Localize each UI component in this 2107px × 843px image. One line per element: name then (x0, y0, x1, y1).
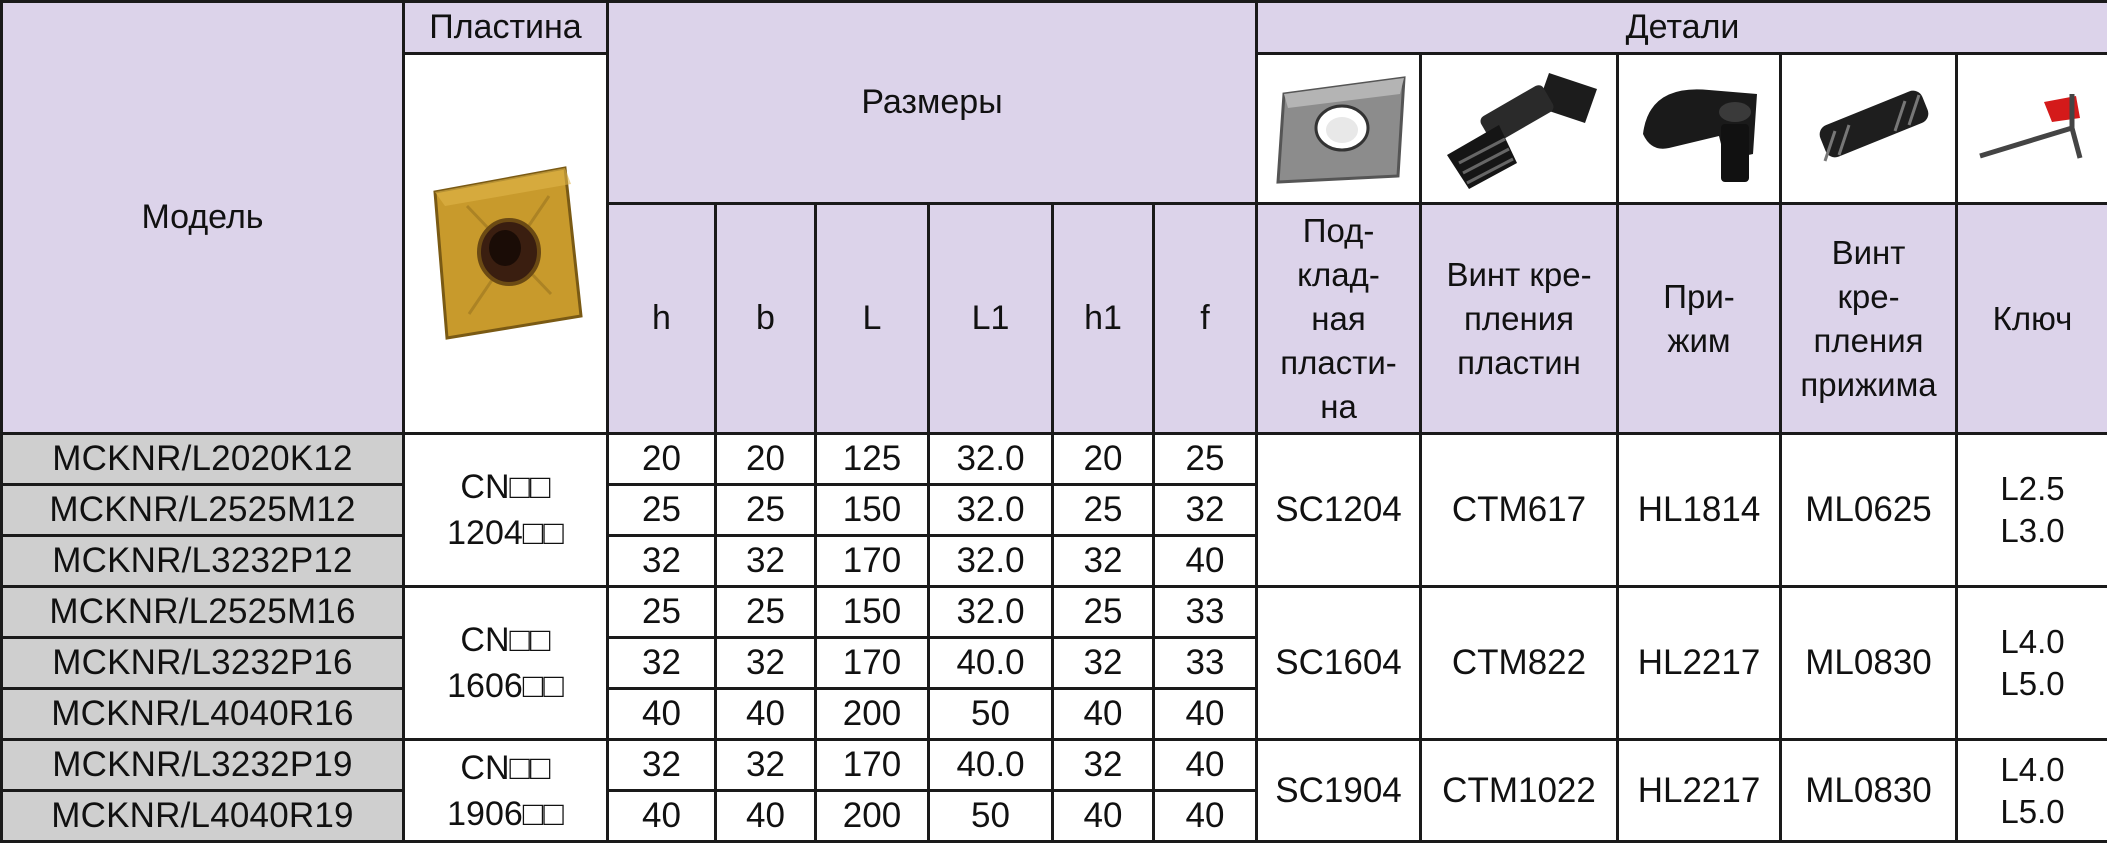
key-line: L4.0 (1958, 749, 2107, 791)
dim-L1: 50 (929, 689, 1053, 740)
clamp-icon (1629, 64, 1769, 194)
dim-L1: 50 (929, 791, 1053, 842)
key-cell (1957, 740, 2107, 842)
dim-f: 25 (1154, 434, 1257, 485)
insert-code-line: CN□□ (405, 745, 606, 791)
shim-header-line: ная (1258, 297, 1419, 341)
shim-header (1257, 204, 1421, 434)
dim-header-b: b (716, 204, 816, 434)
table-row (2, 434, 2107, 485)
dim-f: 33 (1154, 638, 1257, 689)
clamp-screw-cell: ML0625 (1781, 434, 1957, 587)
clamp-cell: HL2217 (1618, 740, 1781, 842)
insert-code-line: CN□□ (405, 464, 606, 510)
dim-b: 32 (716, 638, 816, 689)
key-line: L3.0 (1958, 510, 2107, 552)
key-cell (1957, 434, 2107, 587)
key-line: L2.5 (1958, 468, 2107, 510)
insert-screw-header-line: Винт кре- (1422, 253, 1616, 297)
clamp-image (1618, 54, 1781, 204)
clamp-header-line: При- (1619, 275, 1779, 319)
dim-b: 32 (716, 740, 816, 791)
clamp-header-line: жим (1619, 319, 1779, 363)
dim-f: 40 (1154, 740, 1257, 791)
dim-L: 150 (816, 587, 929, 638)
dim-L: 150 (816, 485, 929, 536)
shim-header-line: пласти- (1258, 341, 1419, 385)
model-header: Модель (2, 2, 404, 434)
shim-cell: SC1904 (1257, 740, 1421, 842)
dim-L1: 32.0 (929, 587, 1053, 638)
dim-b: 25 (716, 485, 816, 536)
dim-L: 200 (816, 689, 929, 740)
dim-b: 40 (716, 791, 816, 842)
shim-header-line: на (1258, 385, 1419, 429)
shim-header-line: клад- (1258, 253, 1419, 297)
dim-header-L: L (816, 204, 929, 434)
dim-h1: 32 (1053, 536, 1154, 587)
insert-screw-header-line: пления (1422, 297, 1616, 341)
model-cell: MCKNR/L2020K12 (2, 434, 404, 485)
dim-L1: 40.0 (929, 740, 1053, 791)
insert-screw-cell: CTM822 (1421, 587, 1618, 740)
model-cell: MCKNR/L2525M16 (2, 587, 404, 638)
dim-header-h1: h1 (1053, 204, 1154, 434)
shim-header-line: Под- (1258, 209, 1419, 253)
dim-h1: 25 (1053, 587, 1154, 638)
insert-code-cell (404, 587, 608, 740)
dim-f: 33 (1154, 587, 1257, 638)
table-body (2, 2, 2107, 842)
dim-b: 32 (716, 536, 816, 587)
clamp-screw-header (1781, 204, 1957, 434)
clamp-screw-header-line: кре- (1782, 275, 1955, 319)
insert-code-line: CN□□ (405, 617, 606, 663)
dim-f: 40 (1154, 689, 1257, 740)
dim-f: 32 (1154, 485, 1257, 536)
dim-f: 40 (1154, 536, 1257, 587)
clamp-cell: HL2217 (1618, 587, 1781, 740)
dim-h: 20 (608, 434, 716, 485)
insert-screw-icon (1429, 59, 1609, 199)
dim-h1: 20 (1053, 434, 1154, 485)
dim-header-h: h (608, 204, 716, 434)
dim-h: 32 (608, 740, 716, 791)
clamp-cell: HL1814 (1618, 434, 1781, 587)
model-cell: MCKNR/L3232P12 (2, 536, 404, 587)
insert-image (404, 54, 608, 434)
hex-key-icon (1968, 74, 2098, 184)
dim-L: 170 (816, 740, 929, 791)
key-header (1957, 204, 2107, 434)
insert-screw-header (1421, 204, 1618, 434)
insert-header: Пластина (404, 2, 608, 54)
dim-L: 200 (816, 791, 929, 842)
clamp-header (1618, 204, 1781, 434)
dim-b: 20 (716, 434, 816, 485)
clamp-screw-header-line: прижима (1782, 363, 1955, 407)
clamp-screw-cell: ML0830 (1781, 587, 1957, 740)
dim-h1: 32 (1053, 740, 1154, 791)
table-row (2, 587, 2107, 638)
shim-plate-image (1257, 54, 1421, 204)
dim-L1: 32.0 (929, 434, 1053, 485)
dim-L: 170 (816, 536, 929, 587)
cnmg-insert-icon (421, 144, 591, 344)
details-header: Детали (1257, 2, 2107, 54)
dim-L: 170 (816, 638, 929, 689)
insert-screw-cell: CTM1022 (1421, 740, 1618, 842)
dim-h1: 40 (1053, 689, 1154, 740)
key-cell (1957, 587, 2107, 740)
model-cell: MCKNR/L4040R19 (2, 791, 404, 842)
dim-L: 125 (816, 434, 929, 485)
key-line: L4.0 (1958, 621, 2107, 663)
insert-code-line: 1906□□ (405, 791, 606, 837)
dim-L1: 32.0 (929, 536, 1053, 587)
key-line: L5.0 (1958, 791, 2107, 833)
dim-h: 32 (608, 638, 716, 689)
insert-screw-cell: CTM617 (1421, 434, 1618, 587)
shim-cell: SC1604 (1257, 587, 1421, 740)
model-cell: MCKNR/L2525M12 (2, 485, 404, 536)
insert-screw-image (1421, 54, 1618, 204)
clamp-screw-header-line: пления (1782, 319, 1955, 363)
dim-header-L1: L1 (929, 204, 1053, 434)
dim-h: 40 (608, 689, 716, 740)
insert-code-cell (404, 434, 608, 587)
dim-b: 25 (716, 587, 816, 638)
dim-f: 40 (1154, 791, 1257, 842)
insert-code-line: 1204□□ (405, 510, 606, 556)
dim-h: 25 (608, 587, 716, 638)
dim-h1: 32 (1053, 638, 1154, 689)
insert-screw-header-line: пластин (1422, 341, 1616, 385)
dim-b: 40 (716, 689, 816, 740)
model-cell: MCKNR/L3232P19 (2, 740, 404, 791)
dim-h: 32 (608, 536, 716, 587)
table-row (2, 740, 2107, 791)
clamp-screw-image (1781, 54, 1957, 204)
insert-code-line: 1606□□ (405, 663, 606, 709)
key-line: L5.0 (1958, 663, 2107, 705)
dim-h1: 25 (1053, 485, 1154, 536)
key-header-line: Ключ (1958, 297, 2107, 341)
dim-h: 25 (608, 485, 716, 536)
clamp-screw-header-line: Винт (1782, 231, 1955, 275)
shim-cell: SC1204 (1257, 434, 1421, 587)
model-cell: MCKNR/L3232P16 (2, 638, 404, 689)
hex-key-image (1957, 54, 2107, 204)
shim-plate-icon (1264, 64, 1414, 194)
clamp-screw-cell: ML0830 (1781, 740, 1957, 842)
header-row-1 (2, 2, 2107, 54)
clamp-screw-icon (1789, 69, 1949, 189)
dim-h: 40 (608, 791, 716, 842)
dim-L1: 40.0 (929, 638, 1053, 689)
model-cell: MCKNR/L4040R16 (2, 689, 404, 740)
dim-header-f: f (1154, 204, 1257, 434)
dim-L1: 32.0 (929, 485, 1053, 536)
dimensions-header: Размеры (608, 2, 1257, 204)
dim-h1: 40 (1053, 791, 1154, 842)
insert-code-cell (404, 740, 608, 842)
